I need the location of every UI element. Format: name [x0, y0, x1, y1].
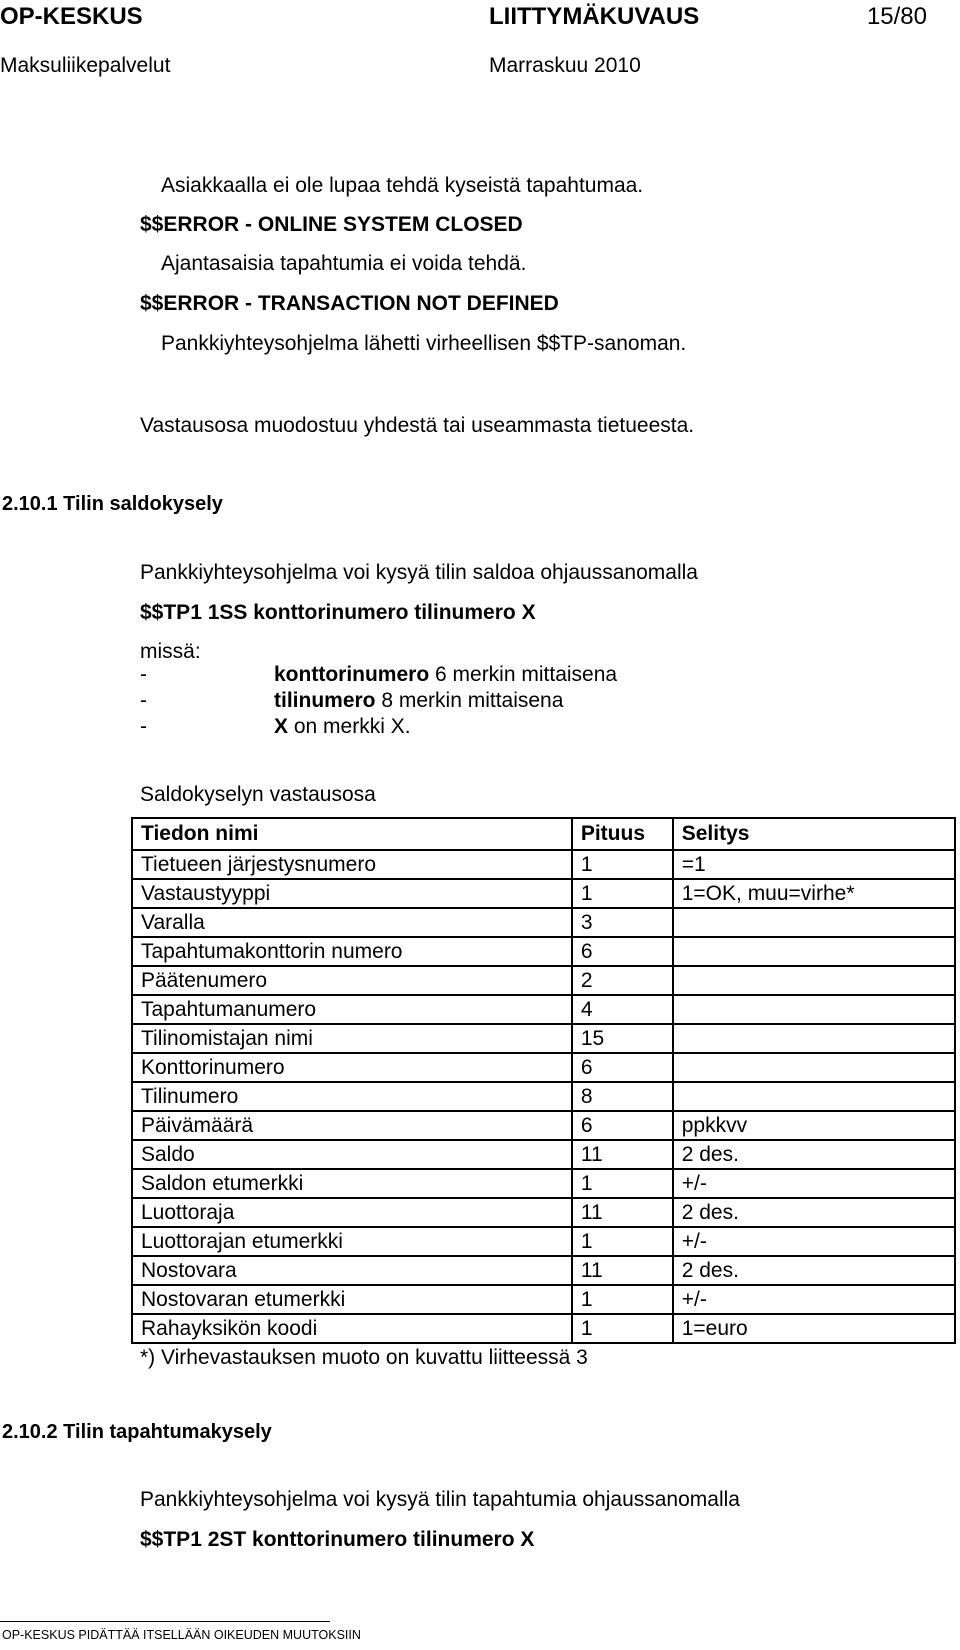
- company-name: OP-KESKUS: [0, 3, 143, 30]
- page-number: 15/80: [866, 3, 927, 30]
- parameter-term: konttorinumero: [274, 663, 430, 686]
- cell-field-length: 11: [572, 1140, 673, 1169]
- table-row: [132, 1314, 955, 1343]
- section-heading-2-10-2: 2.10.2 Tilin tapahtumakysely: [2, 1421, 272, 1443]
- document-title: LIITTYMÄKUVAUS: [489, 3, 700, 30]
- cell-field-description: [673, 908, 955, 937]
- table-row: [132, 1082, 955, 1111]
- cell-field-description: [673, 966, 955, 995]
- cell-field-length: 8: [572, 1082, 673, 1111]
- cell-field-length: 11: [572, 1256, 673, 1285]
- cell-field-length: 1: [572, 1169, 673, 1198]
- cell-field-length: 6: [572, 1111, 673, 1140]
- section-heading-2-10-1: 2.10.1 Tilin saldokysely: [2, 493, 223, 515]
- cell-field-description: 1=euro: [673, 1314, 955, 1343]
- table-row: [132, 1198, 955, 1227]
- table-row: [132, 1053, 955, 1082]
- cell-field-description: [673, 1082, 955, 1111]
- cell-field-description: +/-: [673, 1285, 955, 1314]
- cell-field-description: ppkkvv: [673, 1111, 955, 1140]
- cell-field-name: Luottorajan etumerkki: [132, 1227, 572, 1256]
- table-row: [132, 879, 955, 908]
- section2-command: $$TP1 2ST konttorinumero tilinumero X: [140, 1528, 535, 1551]
- cell-field-name: Vastaustyyppi: [132, 879, 572, 908]
- cell-field-description: [673, 1024, 955, 1053]
- cell-field-description: +/-: [673, 1169, 955, 1198]
- table-row: [132, 908, 955, 937]
- table-footnote: *) Virhevastauksen muoto on kuvattu liitteessä 3: [140, 1346, 588, 1369]
- cell-field-length: 1: [572, 879, 673, 908]
- footer-divider: [0, 1621, 330, 1622]
- column-header-length: Pituus: [572, 818, 673, 850]
- cell-field-length: 1: [572, 850, 673, 879]
- document-date: Marraskuu 2010: [489, 54, 641, 77]
- cell-field-length: 15: [572, 1024, 673, 1053]
- cell-field-name: Varalla: [132, 908, 572, 937]
- table-row: [132, 1140, 955, 1169]
- cell-field-name: Rahayksikön koodi: [132, 1314, 572, 1343]
- cell-field-length: 1: [572, 1314, 673, 1343]
- footer-notice: OP-KESKUS PIDÄTTÄÄ ITSELLÄÄN OIKEUDEN MUUTOKSIIN: [2, 1628, 361, 1642]
- error-code-1: $$ERROR - ONLINE SYSTEM CLOSED: [140, 213, 523, 236]
- cell-field-description: [673, 937, 955, 966]
- parameter-term: X: [274, 715, 289, 738]
- cell-field-description: [673, 995, 955, 1024]
- cell-field-name: Nostovaran etumerkki: [132, 1285, 572, 1314]
- table-row: [132, 1111, 955, 1140]
- cell-field-length: 11: [572, 1198, 673, 1227]
- response-fields-table: [131, 817, 956, 1344]
- cell-field-length: 1: [572, 1285, 673, 1314]
- table-row: [132, 1285, 955, 1314]
- cell-field-name: Saldon etumerkki: [132, 1169, 572, 1198]
- cell-field-description: 1=OK, muu=virhe*: [673, 879, 955, 908]
- cell-field-name: Päivämäärä: [132, 1111, 572, 1140]
- cell-field-description: 2 des.: [673, 1140, 955, 1169]
- list-dash: -: [140, 689, 147, 712]
- cell-field-description: =1: [673, 850, 955, 879]
- parameter-description: 8 merkin mittaisena: [375, 689, 564, 712]
- cell-field-length: 6: [572, 1053, 673, 1082]
- table-row: [132, 1169, 955, 1198]
- cell-field-name: Konttorinumero: [132, 1053, 572, 1082]
- table-row: [132, 1256, 955, 1285]
- cell-field-name: Tapahtumakonttorin numero: [132, 937, 572, 966]
- parameter-description: 6 merkin mittaisena: [429, 663, 618, 686]
- cell-field-name: Luottoraja: [132, 1198, 572, 1227]
- cell-field-description: [673, 1053, 955, 1082]
- intro-line-4: Vastausosa muodostuu yhdestä tai useammasta tietueesta.: [140, 414, 695, 437]
- cell-field-description: 2 des.: [673, 1256, 955, 1285]
- error-code-2: $$ERROR - TRANSACTION NOT DEFINED: [140, 292, 559, 315]
- table-row: [132, 850, 955, 879]
- cell-field-name: Tilinomistajan nimi: [132, 1024, 572, 1053]
- column-header-description: Selitys: [673, 818, 955, 850]
- cell-field-name: Tilinumero: [132, 1082, 572, 1111]
- table-row: [132, 1227, 955, 1256]
- intro-line-3: Pankkiyhteysohjelma lähetti virheellisen $$TP-sanoman.: [161, 332, 687, 355]
- section1-command: $$TP1 1SS konttorinumero tilinumero X: [140, 601, 536, 624]
- table-row: [132, 1024, 955, 1053]
- table-row: [132, 937, 955, 966]
- table-row: [132, 995, 955, 1024]
- cell-field-name: Saldo: [132, 1140, 572, 1169]
- cell-field-length: 1: [572, 1227, 673, 1256]
- department-name: Maksuliikepalvelut: [0, 54, 171, 77]
- table-row: [132, 966, 955, 995]
- cell-field-name: Tietueen järjestysnumero: [132, 850, 572, 879]
- column-header-name: Tiedon nimi: [132, 818, 572, 850]
- list-dash: -: [140, 663, 147, 686]
- cell-field-name: Nostovara: [132, 1256, 572, 1285]
- list-dash: -: [140, 715, 147, 738]
- cell-field-length: 6: [572, 937, 673, 966]
- intro-line-2: Ajantasaisia tapahtumia ei voida tehdä.: [161, 252, 527, 275]
- cell-field-description: +/-: [673, 1227, 955, 1256]
- cell-field-name: Päätenumero: [132, 966, 572, 995]
- cell-field-length: 3: [572, 908, 673, 937]
- cell-field-description: 2 des.: [673, 1198, 955, 1227]
- section1-intro: Pankkiyhteysohjelma voi kysyä tilin saldoa ohjaussanomalla: [140, 561, 698, 584]
- response-table-title: Saldokyselyn vastausosa: [140, 783, 376, 806]
- parameter-term: tilinumero: [274, 689, 376, 712]
- where-label: missä:: [140, 640, 201, 663]
- cell-field-name: Tapahtumanumero: [132, 995, 572, 1024]
- table-header-row: [132, 818, 955, 850]
- intro-line-1: Asiakkaalla ei ole lupaa tehdä kyseistä tapahtumaa.: [161, 174, 644, 197]
- section2-intro: Pankkiyhteysohjelma voi kysyä tilin tapahtumia ohjaussanomalla: [140, 1488, 740, 1511]
- cell-field-length: 2: [572, 966, 673, 995]
- cell-field-length: 4: [572, 995, 673, 1024]
- parameter-description: on merkki X.: [288, 715, 411, 738]
